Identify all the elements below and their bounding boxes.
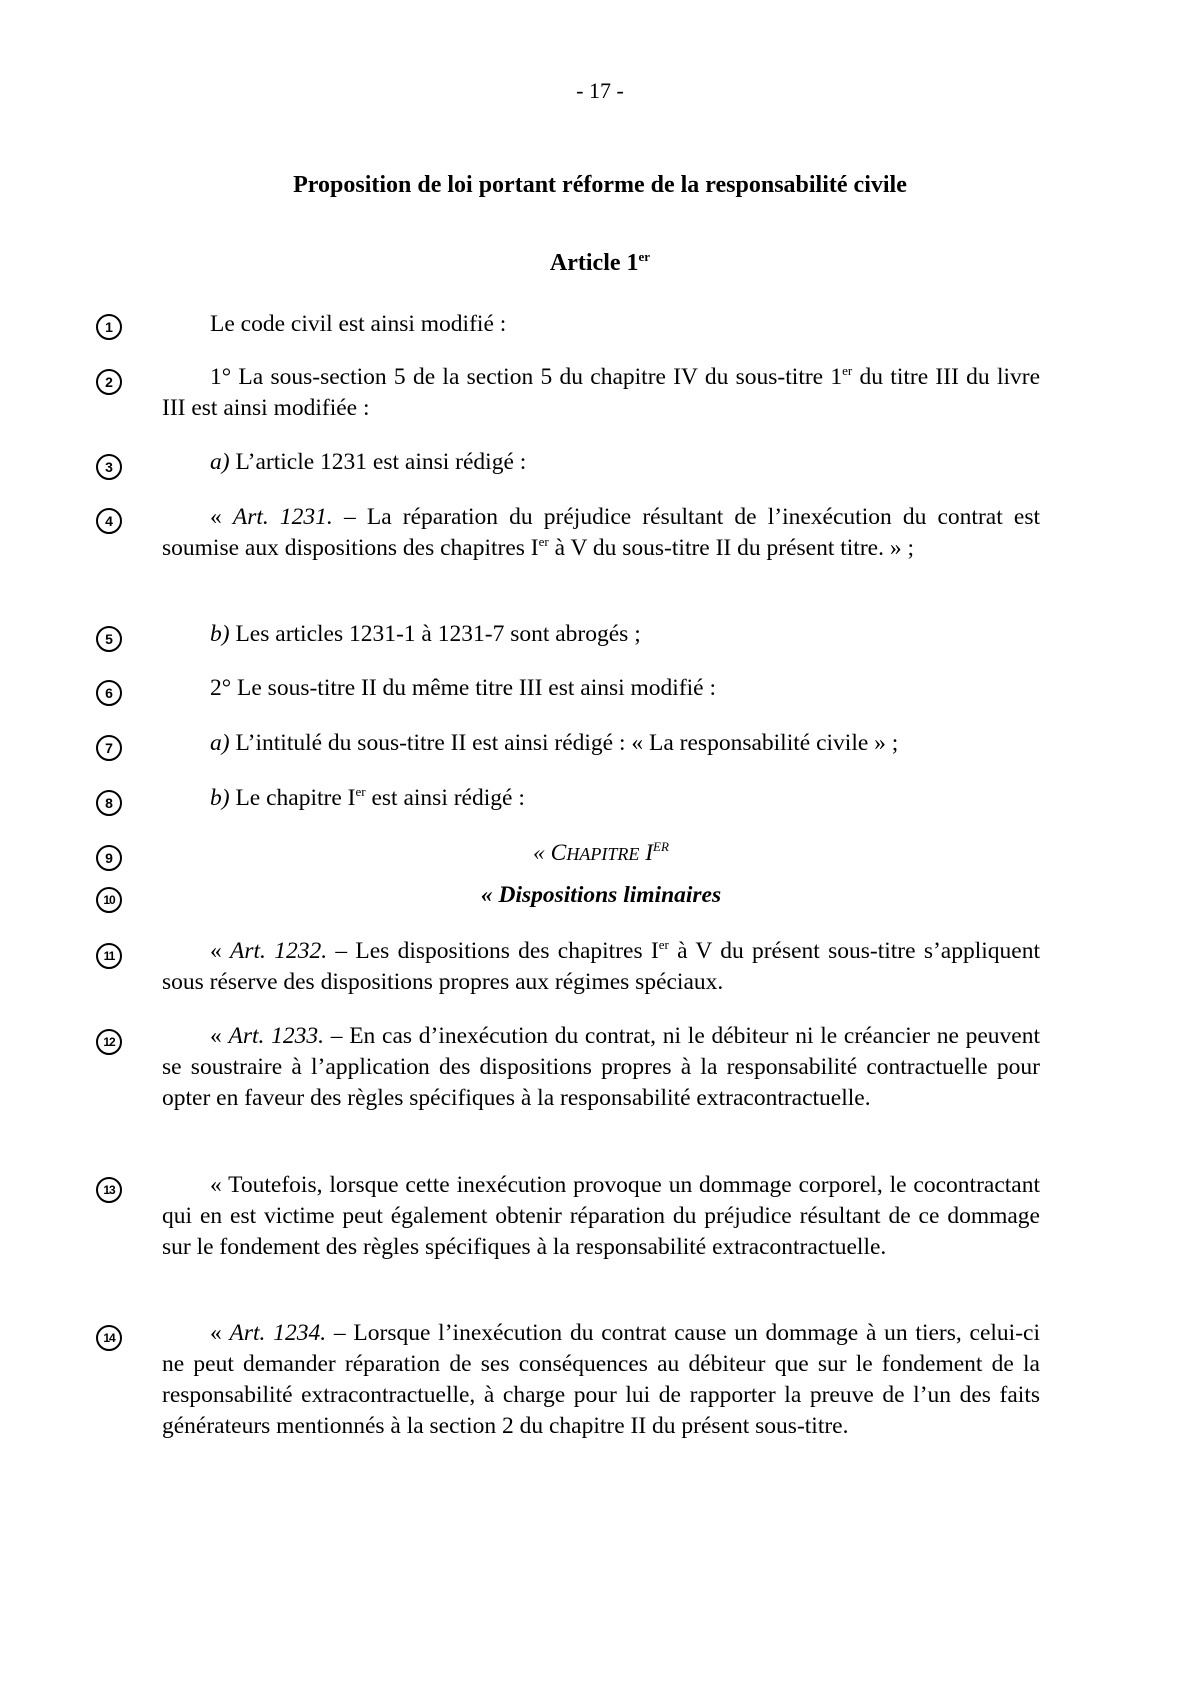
paragraph-1-text: Le code civil est ainsi modifié : [210, 311, 507, 337]
paragraph-marker-3: 3 [96, 454, 122, 480]
paragraph-12-open-quote: « [210, 1023, 229, 1049]
paragraph-5-lead: b) [210, 621, 230, 647]
paragraph-11-sup: er [658, 937, 669, 953]
paragraph-5-text: Les articles 1231-1 à 1231-7 sont abrogés ; [229, 621, 641, 647]
paragraph-3-text: L’article 1231 est ainsi rédigé : [229, 449, 527, 475]
chapter-heading-sup: ER [653, 839, 669, 855]
chapter-heading [162, 838, 1040, 870]
paragraph-marker-4: 4 [96, 508, 122, 534]
paragraph-13-text: « Toutefois, lorsque cette inexécution provoque un dommage corporel, le cocontractant qui en est victime peut également obtenir réparation du préjudice résultant de ce dommage sur le fondement des règles spécifiques à la responsabilité extracontractuelle. [162, 1172, 1040, 1260]
paragraph-1 [162, 309, 1040, 340]
paragraph-marker-5: 5 [96, 626, 122, 652]
paragraph-14-text: – Lorsque l’inexécution du contrat cause un dommage à un tiers, celui-ci ne peut demander réparation de ses conséquences au débiteur que sur le fondement de la responsabilité extracontractuelle, à charge pour lui de rapporter la preuve de l’un des faits générateurs mentionnés à la section 2 du chapitre II du présent sous-titre. [162, 1320, 1041, 1439]
paragraph-2-text-a: 1° La sous-section 5 de la section 5 du chapitre IV du sous-titre 1 [210, 364, 843, 390]
paragraph-marker-9: 9 [96, 845, 122, 871]
paragraph-12-article-ref: Art. 1233. [228, 1023, 324, 1049]
paragraph-7-text: L’intitulé du sous-titre II est ainsi rédigé : « La responsabilité civile » ; [229, 730, 899, 756]
paragraph-marker-13: 13 [96, 1177, 122, 1203]
paragraph-14 [162, 1318, 1040, 1442]
paragraph-4-article-ref: Art. 1231. [232, 504, 333, 530]
paragraph-2-sup: er [842, 363, 853, 379]
paragraph-12-text: – En cas d’inexécution du contrat, ni le débiteur ni le créancier ne peuvent se soustraire à l’application des dispositions propres à la responsabilité contractuelle pour opter en faveur des règles spécifiques à la responsabilité extracontractuelle. [162, 1023, 1041, 1111]
paragraph-11-text-b: à V du présent sous-titre s’appliquent sous réserve des dispositions propres aux régimes spéciaux. [162, 938, 1041, 995]
paragraph-marker-1: 1 [96, 314, 122, 340]
paragraph-marker-11: 11 [96, 943, 122, 969]
paragraph-8-sup: er [355, 784, 366, 800]
paragraph-8-text-a: Le chapitre I [229, 785, 356, 811]
paragraph-4-text-b: à V du sous-titre II du présent titre. » ; [548, 535, 914, 561]
paragraph-2-text-b: du titre III du livre III est ainsi modifiée : [162, 364, 1041, 421]
article-sup: er [638, 249, 651, 264]
paragraph-6 [162, 673, 1040, 704]
paragraph-marker-10: 10 [96, 887, 122, 913]
page-number: - 17 - [576, 78, 624, 103]
paragraph-4-text-a: – La réparation du préjudice résultant de l’inexécution du contrat est soumise aux dispositions des chapitres I [162, 504, 1040, 561]
paragraph-marker-12: 12 [96, 1029, 122, 1055]
article-label: Article 1 [549, 250, 639, 276]
paragraph-7-lead: a) [210, 730, 230, 756]
paragraph-12 [162, 1021, 1040, 1114]
paragraph-marker-8: 8 [96, 790, 122, 816]
paragraph-2 [162, 362, 1040, 424]
paragraph-4 [162, 502, 1040, 564]
paragraph-marker-2: 2 [96, 369, 122, 395]
paragraph-marker-6: 6 [96, 680, 122, 706]
paragraph-3 [162, 447, 1040, 478]
chapter-title: « Dispositions liminaires [480, 882, 722, 908]
paragraph-7 [162, 728, 1040, 759]
paragraph-13 [162, 1170, 1040, 1263]
chapter-heading-b: HAPITRE [566, 844, 640, 864]
paragraph-8 [162, 783, 1040, 814]
chapter-heading-a: « C [533, 840, 567, 866]
paragraph-8-lead: b) [210, 785, 230, 811]
paragraph-11 [162, 936, 1040, 998]
paragraph-marker-14: 14 [96, 1325, 122, 1351]
paragraph-3-lead: a) [210, 449, 230, 475]
document-title: Proposition de loi portant réforme de la responsabilité civile [293, 172, 907, 198]
paragraph-marker-7: 7 [96, 735, 122, 761]
chapter-heading-c: I [639, 840, 654, 866]
paragraph-14-article-ref: Art. 1234. [229, 1320, 327, 1346]
article-heading [0, 250, 1200, 277]
paragraph-8-text-b: est ainsi rédigé : [365, 785, 525, 811]
paragraph-4-open-quote: « [210, 504, 233, 530]
paragraph-11-open-quote: « [210, 938, 231, 964]
paragraph-14-open-quote: « [210, 1320, 230, 1346]
paragraph-11-article-ref: Art. 1232. [230, 938, 328, 964]
paragraph-6-text: 2° Le sous-titre II du même titre III est ainsi modifié : [210, 675, 717, 701]
paragraph-5 [162, 619, 1040, 650]
paragraph-11-text-a: – Les dispositions des chapitres I [327, 938, 659, 964]
paragraph-4-sup: er [538, 534, 549, 550]
